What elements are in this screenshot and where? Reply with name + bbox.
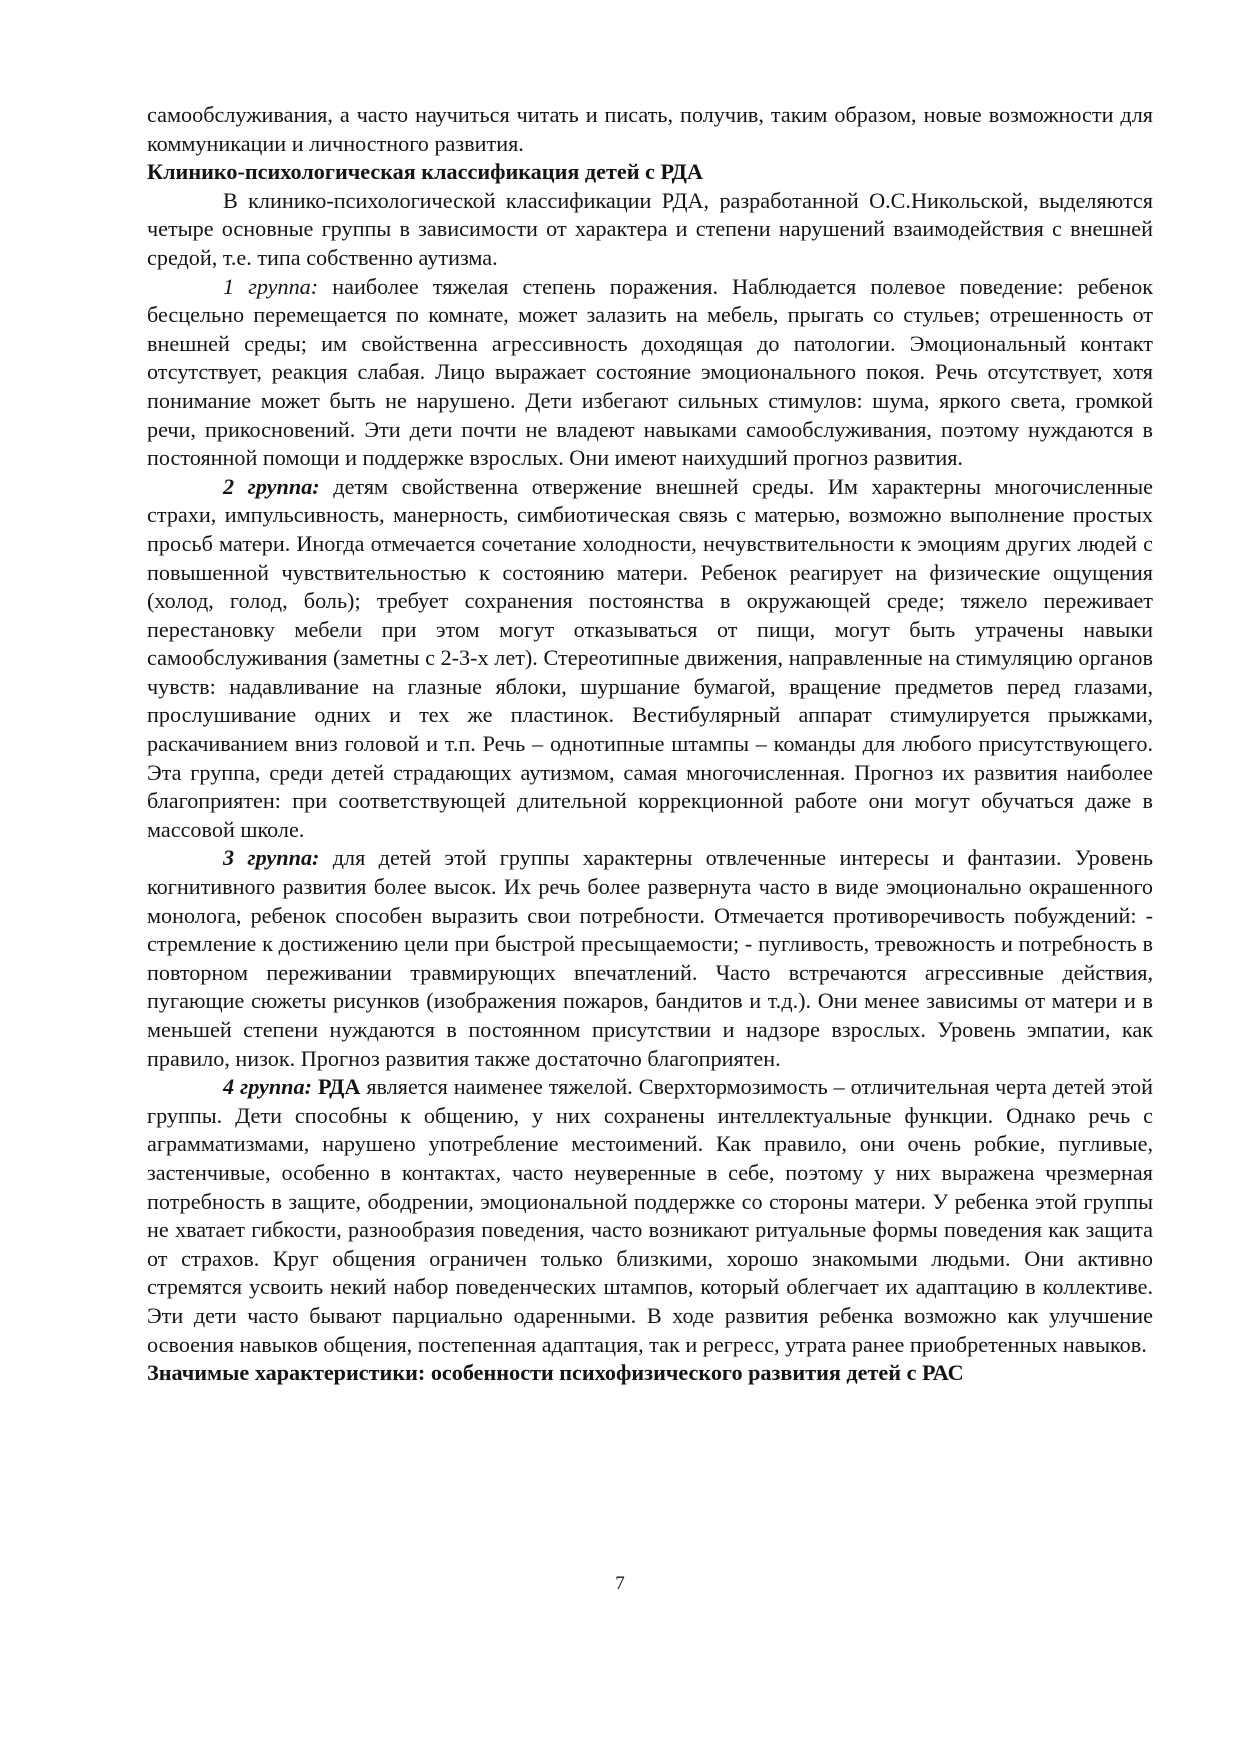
group-2-text: детям свойственна отвержение внешней среды. Им характерны многочисленные страхи, импульсивность, манерность, симбиотическая связь с матерью, возможно выполнение простых просьб матери. Иногда отмечается сочетание холодности, нечувствительности к эмоциям других людей с повышенной чувствительностью к состоянию матери. Ребенок реагирует на физические ощущения (холод, голод, боль); требует сохранения постоянства в окружающей среде; тяжело переживает перестановку мебели при этом могут отказываться от пищи, могут быть утрачены навыки самообслуживания (заметны с 2-3-х лет). Стереотипные движения, направленные на стимуляцию органов чувств: надавливание на глазные яблоки, шуршание бумагой, вращение предметов перед глазами, прослушивание одних и тех же пластинок. Вестибулярный аппарат стимулируется прыжками, раскачиванием вниз головой и т.п. Речь – однотипные штампы – команды для любого присутствующего. Эта группа, среди детей страдающих аутизмом, самая многочисленная. Прогноз их развития наиболее благоприятен: при соответствующей длительной коррекционной работе они могут обучаться даже в массовой школе. bbox=[147, 473, 1153, 842]
group-4-label: 4 группа: bbox=[223, 1074, 313, 1100]
group-4-text: является наименее тяжелой. Сверхтормозимость – отличительная черта детей этой группы. Дети способны к общению, у них сохранены интеллектуальные функции. Однако речь с аграмматизмами, нарушено употребление местоимений. Как правило, они очень робкие, пугливые, застенчивые, особенно в контактах, часто неуверенные в себе, поэтому у них выражена чрезмерная потребность в защите, ободрении, эмоциональной поддержке со стороны матери. У ребенка этой группы не хватает гибкости, разнообразия поведения, часто возникают ритуальные формы поведения как защита от страхов. Круг общения ограничен только близкими, хорошо знакомыми людьми. Они активно стремятся усвоить некий набор поведенческих штампов, который облегчает их адаптацию в коллективе. Эти дети часто бывают парциально одаренными. В ходе развития ребенка возможно как улучшение освоения навыков общения, постепенная адаптация, так и регресс, утрата ранее приобретенных навыков. bbox=[147, 1074, 1153, 1357]
intro-paragraph: самообслуживания, а часто научиться читать и писать, получив, таким образом, новые возможности для коммуникации и личностного развития. bbox=[147, 102, 1153, 156]
group-1-label: 1 группа: bbox=[223, 273, 319, 299]
group-3-text: для детей этой группы характерны отвлеченные интересы и фантазии. Уровень когнитивного развития более высок. Их речь более развернута часто в виде эмоционально окрашенного монолога, ребенок способен выразить свои потребности. Отмечается противоречивость побуждений: - стремление к достижению цели при быстрой пресыщаемости; - пугливость, тревожность и потребность в повторном переживании травмирующих впечатлений. Часто встречаются агрессивные действия, пугающие сюжеты рисунков (изображения пожаров, бандитов и т.д.). Они менее зависимы от матери и в меньшей степени нуждаются в постоянном присутствии и надзоре взрослых. Уровень эмпатии, как правило, низок. Прогноз развития также достаточно благоприятен. bbox=[147, 845, 1153, 1071]
group-3-paragraph bbox=[147, 844, 1153, 1073]
group-1-paragraph bbox=[147, 273, 1153, 473]
group-2-paragraph bbox=[147, 473, 1153, 845]
page-content bbox=[147, 101, 1153, 1388]
group-4-paragraph bbox=[147, 1073, 1153, 1359]
group-4-bold-term: РДА bbox=[317, 1074, 361, 1100]
group-1-text: наиболее тяжелая степень поражения. Наблюдается полевое поведение: ребенок бесцельно перемещается по комнате, может залазить на мебель, прыгать со стульев; отрешенность от внешней среды; им свойственна агрессивность доходящая до патологии. Эмоциональный контакт отсутствует, реакция слабая. Лицо выражает состояние эмоционального покоя. Речь отсутствует, хотя понимание может быть не нарушено. Дети избегают сильных стимулов: шума, яркого света, громкой речи, прикосновений. Эти дети почти не владеют навыками самообслуживания, поэтому нуждаются в постоянной помощи и поддержке взрослых. Они имеют наихудший прогноз развития. bbox=[147, 273, 1153, 471]
group-2-label: 2 группа: bbox=[223, 473, 320, 499]
section-heading-classification: Клинико-психологическая классификация детей с РДА bbox=[147, 159, 703, 185]
group-3-label: 3 группа: bbox=[223, 845, 320, 871]
section-heading-characteristics: Значимые характеристики: особенности психофизического развития детей с РАС bbox=[147, 1360, 964, 1386]
classification-intro-paragraph: В клинико-психологической классификации РДА, разработанной О.С.Никольской, выделяются четыре основные группы в зависимости от характера и степени нарушений взаимодействия с внешней средой, т.е. типа собственно аутизма. bbox=[147, 187, 1153, 270]
page-number: 7 bbox=[615, 1573, 625, 1594]
